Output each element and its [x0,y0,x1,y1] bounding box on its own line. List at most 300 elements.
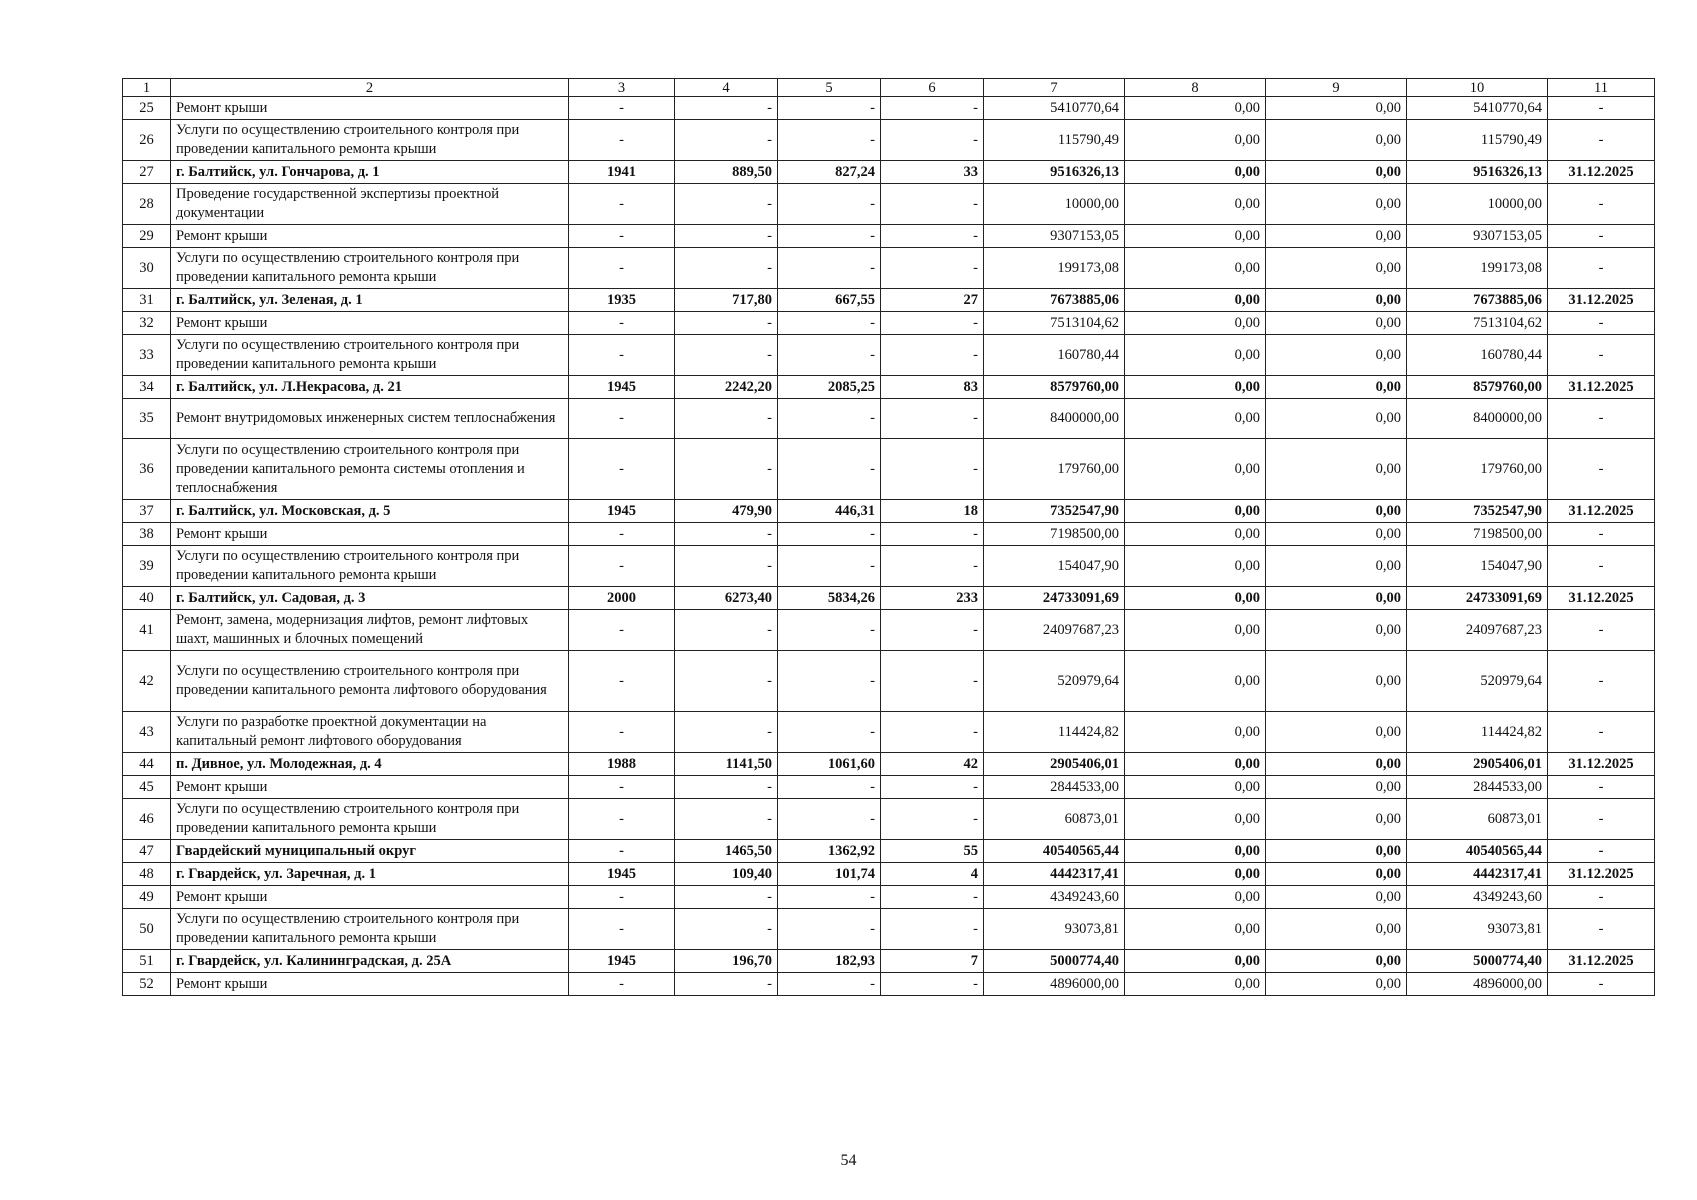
residents-cell: - [881,712,984,753]
year-cell: - [569,399,675,439]
header-cell: 11 [1548,79,1655,97]
table-row [123,289,1655,312]
total-cost-cell: 115790,49 [984,120,1125,161]
completion-date-cell: 31.12.2025 [1548,587,1655,610]
residents-cell: - [881,225,984,248]
header-cell: 2 [171,79,569,97]
residents-cell: - [881,776,984,799]
total-cost-cell: 179760,00 [984,439,1125,500]
year-cell: - [569,225,675,248]
row-number-cell: 38 [123,523,171,546]
year-cell: 1945 [569,500,675,523]
owners-cost-cell: 2844533,00 [1407,776,1548,799]
table-row [123,161,1655,184]
total-cost-cell: 7513104,62 [984,312,1125,335]
owners-cost-cell: 4896000,00 [1407,973,1548,996]
living-area-cell: 182,93 [778,950,881,973]
total-cost-cell: 24733091,69 [984,587,1125,610]
row-number-cell: 35 [123,399,171,439]
completion-date-cell: - [1548,799,1655,840]
fund-cost-cell: 0,00 [1125,184,1266,225]
residents-cell: - [881,312,984,335]
year-cell: - [569,840,675,863]
object-name-cell: Гвардейский муниципальный округ [171,840,569,863]
owners-cost-cell: 7513104,62 [1407,312,1548,335]
living-area-cell: - [778,184,881,225]
budget-cost-cell: 0,00 [1266,225,1407,248]
fund-cost-cell: 0,00 [1125,500,1266,523]
year-cell: - [569,799,675,840]
year-cell: - [569,312,675,335]
header-cell: 6 [881,79,984,97]
year-cell: - [569,909,675,950]
owners-cost-cell: 199173,08 [1407,248,1548,289]
total-cost-cell: 9307153,05 [984,225,1125,248]
total-cost-cell: 2844533,00 [984,776,1125,799]
residents-cell: - [881,399,984,439]
budget-cost-cell: 0,00 [1266,610,1407,651]
row-number-cell: 48 [123,863,171,886]
fund-cost-cell: 0,00 [1125,523,1266,546]
column-number-header [123,79,1655,97]
completion-date-cell: - [1548,97,1655,120]
header-cell: 7 [984,79,1125,97]
table-row [123,973,1655,996]
total-cost-cell: 10000,00 [984,184,1125,225]
total-cost-cell: 160780,44 [984,335,1125,376]
living-area-cell: - [778,909,881,950]
owners-cost-cell: 179760,00 [1407,439,1548,500]
row-number-cell: 34 [123,376,171,399]
total-area-cell: 109,40 [675,863,778,886]
residents-cell: 33 [881,161,984,184]
fund-cost-cell: 0,00 [1125,335,1266,376]
row-number-cell: 44 [123,753,171,776]
year-cell: - [569,97,675,120]
table-row [123,399,1655,439]
owners-cost-cell: 40540565,44 [1407,840,1548,863]
residents-cell: 42 [881,753,984,776]
total-cost-cell: 4896000,00 [984,973,1125,996]
budget-cost-cell: 0,00 [1266,335,1407,376]
owners-cost-cell: 7352547,90 [1407,500,1548,523]
object-name-cell: г. Балтийск, ул. Л.Некрасова, д. 21 [171,376,569,399]
fund-cost-cell: 0,00 [1125,312,1266,335]
table-row [123,753,1655,776]
total-area-cell: 889,50 [675,161,778,184]
total-area-cell: - [675,120,778,161]
living-area-cell: 1362,92 [778,840,881,863]
budget-cost-cell: 0,00 [1266,376,1407,399]
living-area-cell: - [778,799,881,840]
table-row [123,799,1655,840]
table-row [123,97,1655,120]
object-name-cell: г. Балтийск, ул. Московская, д. 5 [171,500,569,523]
total-area-cell: - [675,909,778,950]
owners-cost-cell: 7198500,00 [1407,523,1548,546]
object-name-cell: Услуги по осуществлению строительного контроля при проведении капитального ремонта крыши [171,248,569,289]
living-area-cell: - [778,651,881,712]
row-number-cell: 27 [123,161,171,184]
year-cell: - [569,610,675,651]
total-area-cell: - [675,248,778,289]
completion-date-cell: - [1548,439,1655,500]
owners-cost-cell: 5410770,64 [1407,97,1548,120]
residents-cell: 233 [881,587,984,610]
row-number-cell: 29 [123,225,171,248]
total-area-cell: 1141,50 [675,753,778,776]
row-number-cell: 41 [123,610,171,651]
table-row [123,120,1655,161]
fund-cost-cell: 0,00 [1125,712,1266,753]
fund-cost-cell: 0,00 [1125,840,1266,863]
row-number-cell: 47 [123,840,171,863]
total-cost-cell: 7198500,00 [984,523,1125,546]
completion-date-cell: - [1548,973,1655,996]
row-number-cell: 42 [123,651,171,712]
table-row [123,840,1655,863]
living-area-cell: 1061,60 [778,753,881,776]
fund-cost-cell: 0,00 [1125,973,1266,996]
budget-cost-cell: 0,00 [1266,248,1407,289]
total-area-cell: 1465,50 [675,840,778,863]
table-body [123,97,1655,996]
total-area-cell: - [675,886,778,909]
residents-cell: - [881,886,984,909]
table-row [123,863,1655,886]
object-name-cell: Услуги по осуществлению строительного контроля при проведении капитального ремонта лифтового оборудования [171,651,569,712]
row-number-cell: 31 [123,289,171,312]
living-area-cell: - [778,248,881,289]
total-cost-cell: 4442317,41 [984,863,1125,886]
object-name-cell: Ремонт, замена, модернизация лифтов, ремонт лифтовых шахт, машинных и блочных помещений [171,610,569,651]
budget-cost-cell: 0,00 [1266,651,1407,712]
total-cost-cell: 7352547,90 [984,500,1125,523]
year-cell: 1935 [569,289,675,312]
year-cell: 1941 [569,161,675,184]
row-number-cell: 51 [123,950,171,973]
table-row [123,950,1655,973]
living-area-cell: - [778,712,881,753]
total-cost-cell: 93073,81 [984,909,1125,950]
fund-cost-cell: 0,00 [1125,161,1266,184]
object-name-cell: Ремонт внутридомовых инженерных систем теплоснабжения [171,399,569,439]
budget-cost-cell: 0,00 [1266,399,1407,439]
year-cell: 1945 [569,863,675,886]
object-name-cell: Услуги по осуществлению строительного контроля при проведении капитального ремонта крыши [171,335,569,376]
budget-cost-cell: 0,00 [1266,439,1407,500]
row-number-cell: 26 [123,120,171,161]
total-area-cell: - [675,799,778,840]
residents-cell: 27 [881,289,984,312]
row-number-cell: 33 [123,335,171,376]
total-area-cell: 196,70 [675,950,778,973]
table-row [123,439,1655,500]
header-cell: 9 [1266,79,1407,97]
fund-cost-cell: 0,00 [1125,120,1266,161]
page-number: 54 [840,1152,857,1169]
year-cell: - [569,651,675,712]
total-area-cell: - [675,610,778,651]
living-area-cell: - [778,335,881,376]
total-cost-cell: 7673885,06 [984,289,1125,312]
capital-repair-table [122,78,1655,996]
residents-cell: - [881,973,984,996]
header-cell: 1 [123,79,171,97]
object-name-cell: Проведение государственной экспертизы проектной документации [171,184,569,225]
header-cell: 10 [1407,79,1548,97]
fund-cost-cell: 0,00 [1125,776,1266,799]
budget-cost-cell: 0,00 [1266,909,1407,950]
completion-date-cell: - [1548,312,1655,335]
residents-cell: - [881,799,984,840]
living-area-cell: - [778,546,881,587]
budget-cost-cell: 0,00 [1266,886,1407,909]
row-number-cell: 45 [123,776,171,799]
budget-cost-cell: 0,00 [1266,950,1407,973]
object-name-cell: Услуги по разработке проектной документации на капитальный ремонт лифтового оборудования [171,712,569,753]
total-cost-cell: 520979,64 [984,651,1125,712]
year-cell: - [569,886,675,909]
table-row [123,500,1655,523]
living-area-cell: - [778,120,881,161]
budget-cost-cell: 0,00 [1266,312,1407,335]
budget-cost-cell: 0,00 [1266,712,1407,753]
owners-cost-cell: 24733091,69 [1407,587,1548,610]
owners-cost-cell: 4442317,41 [1407,863,1548,886]
total-cost-cell: 8400000,00 [984,399,1125,439]
owners-cost-cell: 8400000,00 [1407,399,1548,439]
fund-cost-cell: 0,00 [1125,399,1266,439]
residents-cell: - [881,248,984,289]
fund-cost-cell: 0,00 [1125,97,1266,120]
total-area-cell: - [675,523,778,546]
total-cost-cell: 154047,90 [984,546,1125,587]
completion-date-cell: 31.12.2025 [1548,753,1655,776]
total-area-cell: - [675,335,778,376]
total-cost-cell: 2905406,01 [984,753,1125,776]
residents-cell: - [881,335,984,376]
owners-cost-cell: 8579760,00 [1407,376,1548,399]
total-area-cell: - [675,776,778,799]
residents-cell: - [881,439,984,500]
year-cell: - [569,776,675,799]
completion-date-cell: - [1548,248,1655,289]
budget-cost-cell: 0,00 [1266,863,1407,886]
fund-cost-cell: 0,00 [1125,863,1266,886]
document-sheet [122,78,1654,996]
table-row [123,651,1655,712]
residents-cell: 18 [881,500,984,523]
budget-cost-cell: 0,00 [1266,587,1407,610]
table-row [123,610,1655,651]
owners-cost-cell: 114424,82 [1407,712,1548,753]
completion-date-cell: - [1548,184,1655,225]
living-area-cell: 667,55 [778,289,881,312]
total-area-cell: - [675,225,778,248]
total-area-cell: - [675,712,778,753]
table-row [123,523,1655,546]
object-name-cell: Услуги по осуществлению строительного контроля при проведении капитального ремонта системы отопления и теплоснабжения [171,439,569,500]
table-row [123,712,1655,753]
year-cell: 1945 [569,950,675,973]
total-cost-cell: 60873,01 [984,799,1125,840]
total-cost-cell: 5410770,64 [984,97,1125,120]
row-number-cell: 52 [123,973,171,996]
total-cost-cell: 4349243,60 [984,886,1125,909]
total-area-cell: - [675,312,778,335]
row-number-cell: 37 [123,500,171,523]
owners-cost-cell: 9516326,13 [1407,161,1548,184]
row-number-cell: 46 [123,799,171,840]
total-area-cell: 2242,20 [675,376,778,399]
object-name-cell: Ремонт крыши [171,225,569,248]
living-area-cell: - [778,886,881,909]
year-cell: - [569,335,675,376]
budget-cost-cell: 0,00 [1266,289,1407,312]
living-area-cell: - [778,973,881,996]
budget-cost-cell: 0,00 [1266,840,1407,863]
total-area-cell: 6273,40 [675,587,778,610]
living-area-cell: 101,74 [778,863,881,886]
object-name-cell: Ремонт крыши [171,776,569,799]
fund-cost-cell: 0,00 [1125,439,1266,500]
residents-cell: 55 [881,840,984,863]
table-row [123,776,1655,799]
object-name-cell: г. Балтийск, ул. Садовая, д. 3 [171,587,569,610]
living-area-cell: 2085,25 [778,376,881,399]
fund-cost-cell: 0,00 [1125,651,1266,712]
budget-cost-cell: 0,00 [1266,753,1407,776]
living-area-cell: 5834,26 [778,587,881,610]
owners-cost-cell: 60873,01 [1407,799,1548,840]
owners-cost-cell: 115790,49 [1407,120,1548,161]
total-area-cell: - [675,546,778,587]
completion-date-cell: - [1548,840,1655,863]
year-cell: - [569,184,675,225]
residents-cell: - [881,651,984,712]
year-cell: - [569,120,675,161]
fund-cost-cell: 0,00 [1125,753,1266,776]
row-number-cell: 30 [123,248,171,289]
fund-cost-cell: 0,00 [1125,546,1266,587]
total-area-cell: - [675,97,778,120]
object-name-cell: п. Дивное, ул. Молодежная, д. 4 [171,753,569,776]
living-area-cell: - [778,225,881,248]
living-area-cell: 827,24 [778,161,881,184]
total-cost-cell: 40540565,44 [984,840,1125,863]
object-name-cell: Ремонт крыши [171,886,569,909]
living-area-cell: - [778,399,881,439]
residents-cell: - [881,97,984,120]
completion-date-cell: 31.12.2025 [1548,376,1655,399]
budget-cost-cell: 0,00 [1266,523,1407,546]
budget-cost-cell: 0,00 [1266,161,1407,184]
living-area-cell: - [778,610,881,651]
object-name-cell: г. Гвардейск, ул. Заречная, д. 1 [171,863,569,886]
year-cell: - [569,546,675,587]
fund-cost-cell: 0,00 [1125,248,1266,289]
completion-date-cell: - [1548,523,1655,546]
budget-cost-cell: 0,00 [1266,120,1407,161]
row-number-cell: 36 [123,439,171,500]
total-cost-cell: 114424,82 [984,712,1125,753]
owners-cost-cell: 10000,00 [1407,184,1548,225]
completion-date-cell: - [1548,776,1655,799]
residents-cell: - [881,184,984,225]
total-cost-cell: 9516326,13 [984,161,1125,184]
fund-cost-cell: 0,00 [1125,799,1266,840]
total-area-cell: 717,80 [675,289,778,312]
fund-cost-cell: 0,00 [1125,225,1266,248]
table-row [123,587,1655,610]
total-area-cell: - [675,184,778,225]
table-row [123,546,1655,587]
completion-date-cell: 31.12.2025 [1548,161,1655,184]
living-area-cell: - [778,312,881,335]
row-number-cell: 49 [123,886,171,909]
row-number-cell: 39 [123,546,171,587]
row-number-cell: 25 [123,97,171,120]
completion-date-cell: 31.12.2025 [1548,289,1655,312]
header-cell: 3 [569,79,675,97]
row-number-cell: 50 [123,909,171,950]
year-cell: 2000 [569,587,675,610]
completion-date-cell: - [1548,712,1655,753]
header-cell: 4 [675,79,778,97]
total-area-cell: - [675,399,778,439]
budget-cost-cell: 0,00 [1266,799,1407,840]
completion-date-cell: - [1548,225,1655,248]
residents-cell: - [881,610,984,651]
owners-cost-cell: 2905406,01 [1407,753,1548,776]
completion-date-cell: - [1548,651,1655,712]
budget-cost-cell: 0,00 [1266,973,1407,996]
fund-cost-cell: 0,00 [1125,610,1266,651]
owners-cost-cell: 4349243,60 [1407,886,1548,909]
year-cell: - [569,712,675,753]
owners-cost-cell: 24097687,23 [1407,610,1548,651]
owners-cost-cell: 160780,44 [1407,335,1548,376]
completion-date-cell: - [1548,610,1655,651]
owners-cost-cell: 5000774,40 [1407,950,1548,973]
object-name-cell: Услуги по осуществлению строительного контроля при проведении капитального ремонта крыши [171,799,569,840]
header-cell: 8 [1125,79,1266,97]
object-name-cell: Ремонт крыши [171,523,569,546]
total-cost-cell: 199173,08 [984,248,1125,289]
living-area-cell: 446,31 [778,500,881,523]
total-cost-cell: 5000774,40 [984,950,1125,973]
object-name-cell: Ремонт крыши [171,312,569,335]
residents-cell: 83 [881,376,984,399]
object-name-cell: г. Балтийск, ул. Зеленая, д. 1 [171,289,569,312]
total-area-cell: - [675,651,778,712]
year-cell: - [569,523,675,546]
budget-cost-cell: 0,00 [1266,184,1407,225]
object-name-cell: Ремонт крыши [171,973,569,996]
table-row [123,376,1655,399]
owners-cost-cell: 7673885,06 [1407,289,1548,312]
budget-cost-cell: 0,00 [1266,776,1407,799]
completion-date-cell: - [1548,120,1655,161]
completion-date-cell: - [1548,546,1655,587]
residents-cell: 7 [881,950,984,973]
table-row [123,225,1655,248]
fund-cost-cell: 0,00 [1125,909,1266,950]
residents-cell: - [881,546,984,587]
completion-date-cell: - [1548,335,1655,376]
object-name-cell: Ремонт крыши [171,97,569,120]
